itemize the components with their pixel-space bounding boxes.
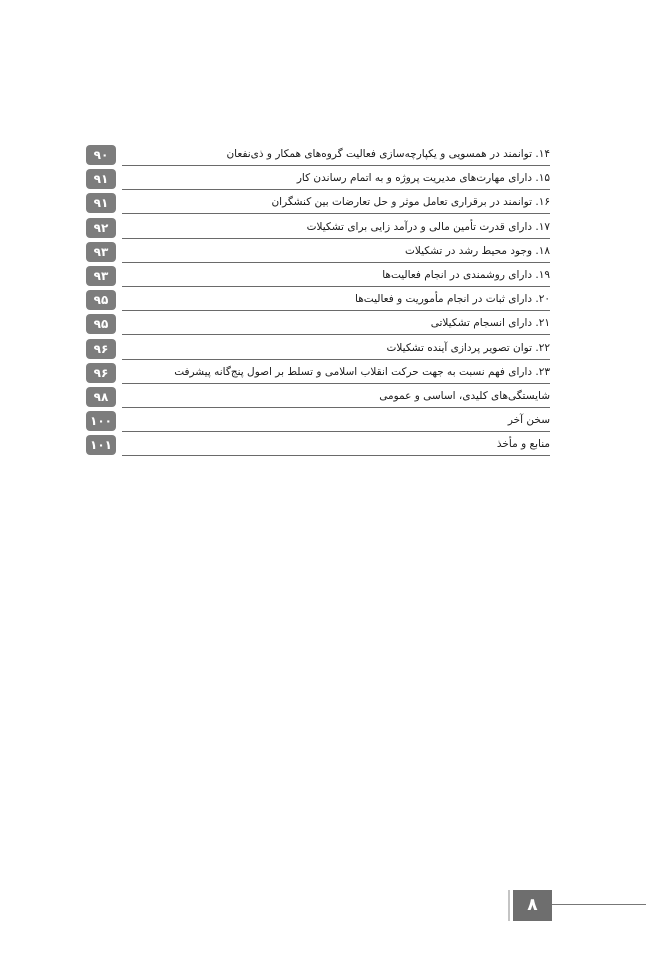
toc-row[interactable] (86, 241, 550, 265)
toc-entry-title: ۲۲. توان تصویر پردازی آینده تشکیلات (122, 338, 550, 360)
page-number-badge: ۱۰۱ (86, 435, 116, 455)
page-number-badge: ۹۱ (86, 193, 116, 213)
toc-entry-title: ۲۰. دارای ثبات در انجام مأموریت و فعالیت‌ها (122, 289, 550, 311)
page-number-badge: ۹۶ (86, 339, 116, 359)
page-number-badge: ۹۳ (86, 242, 116, 262)
toc-row[interactable] (86, 265, 550, 289)
page-number-badge: ۹۱ (86, 169, 116, 189)
toc-row[interactable] (86, 192, 550, 216)
toc-entry-title: منابع و مأخذ (122, 434, 550, 456)
footer-page-number: ۸ (513, 890, 552, 921)
toc-entry-title: ۲۳. دارای فهم نسبت به جهت حرکت انقلاب اسلامی و تسلط بر اصول پنج‌گانه پیشرفت (122, 362, 550, 384)
page-number-badge: ۹۰ (86, 145, 116, 165)
toc-entry-title: سخن آخر (122, 410, 550, 432)
toc-row[interactable] (86, 386, 550, 410)
page-number-badge: ۹۸ (86, 387, 116, 407)
toc-entry-title: ۱۷. دارای قدرت تأمین مالی و درآمد زایی برای تشکیلات (122, 217, 550, 239)
toc-row[interactable] (86, 289, 550, 313)
toc-entry-title: ۱۹. دارای روشمندی در انجام فعالیت‌ها (122, 265, 550, 287)
footer-rule (552, 904, 646, 905)
toc-row[interactable] (86, 434, 550, 458)
toc-entry-title: ۱۴. توانمند در همسویی و یکپارچه‌سازی فعالیت گروه‌های همکار و ذی‌نفعان (122, 144, 550, 166)
toc-row[interactable] (86, 168, 550, 192)
toc-row[interactable] (86, 338, 550, 362)
toc-entry-title: ۲۱. دارای انسجام تشکیلاتی (122, 313, 550, 335)
toc-entry-title: ۱۶. توانمند در برقراری تعامل موثر و حل تعارضات بین کنشگران (122, 192, 550, 214)
page-number-badge: ۹۲ (86, 218, 116, 238)
toc-entry-title: ۱۸. وجود محیط رشد در تشکیلات (122, 241, 550, 263)
page-number-badge: ۹۵ (86, 290, 116, 310)
toc-row[interactable] (86, 410, 550, 434)
toc-row[interactable] (86, 313, 550, 337)
toc-row[interactable] (86, 144, 550, 168)
page-number-badge: ۱۰۰ (86, 411, 116, 431)
page-number-badge: ۹۶ (86, 363, 116, 383)
table-of-contents (86, 144, 550, 458)
page-number-badge: ۹۵ (86, 314, 116, 334)
toc-entry-title: شایستگی‌های کلیدی، اساسی و عمومی (122, 386, 550, 408)
toc-row[interactable] (86, 217, 550, 241)
page-number-badge: ۹۳ (86, 266, 116, 286)
toc-entry-title: ۱۵. دارای مهارت‌های مدیریت پروژه و به اتمام رساندن کار (122, 168, 550, 190)
footer-accent-bar (508, 890, 510, 921)
toc-row[interactable] (86, 362, 550, 386)
